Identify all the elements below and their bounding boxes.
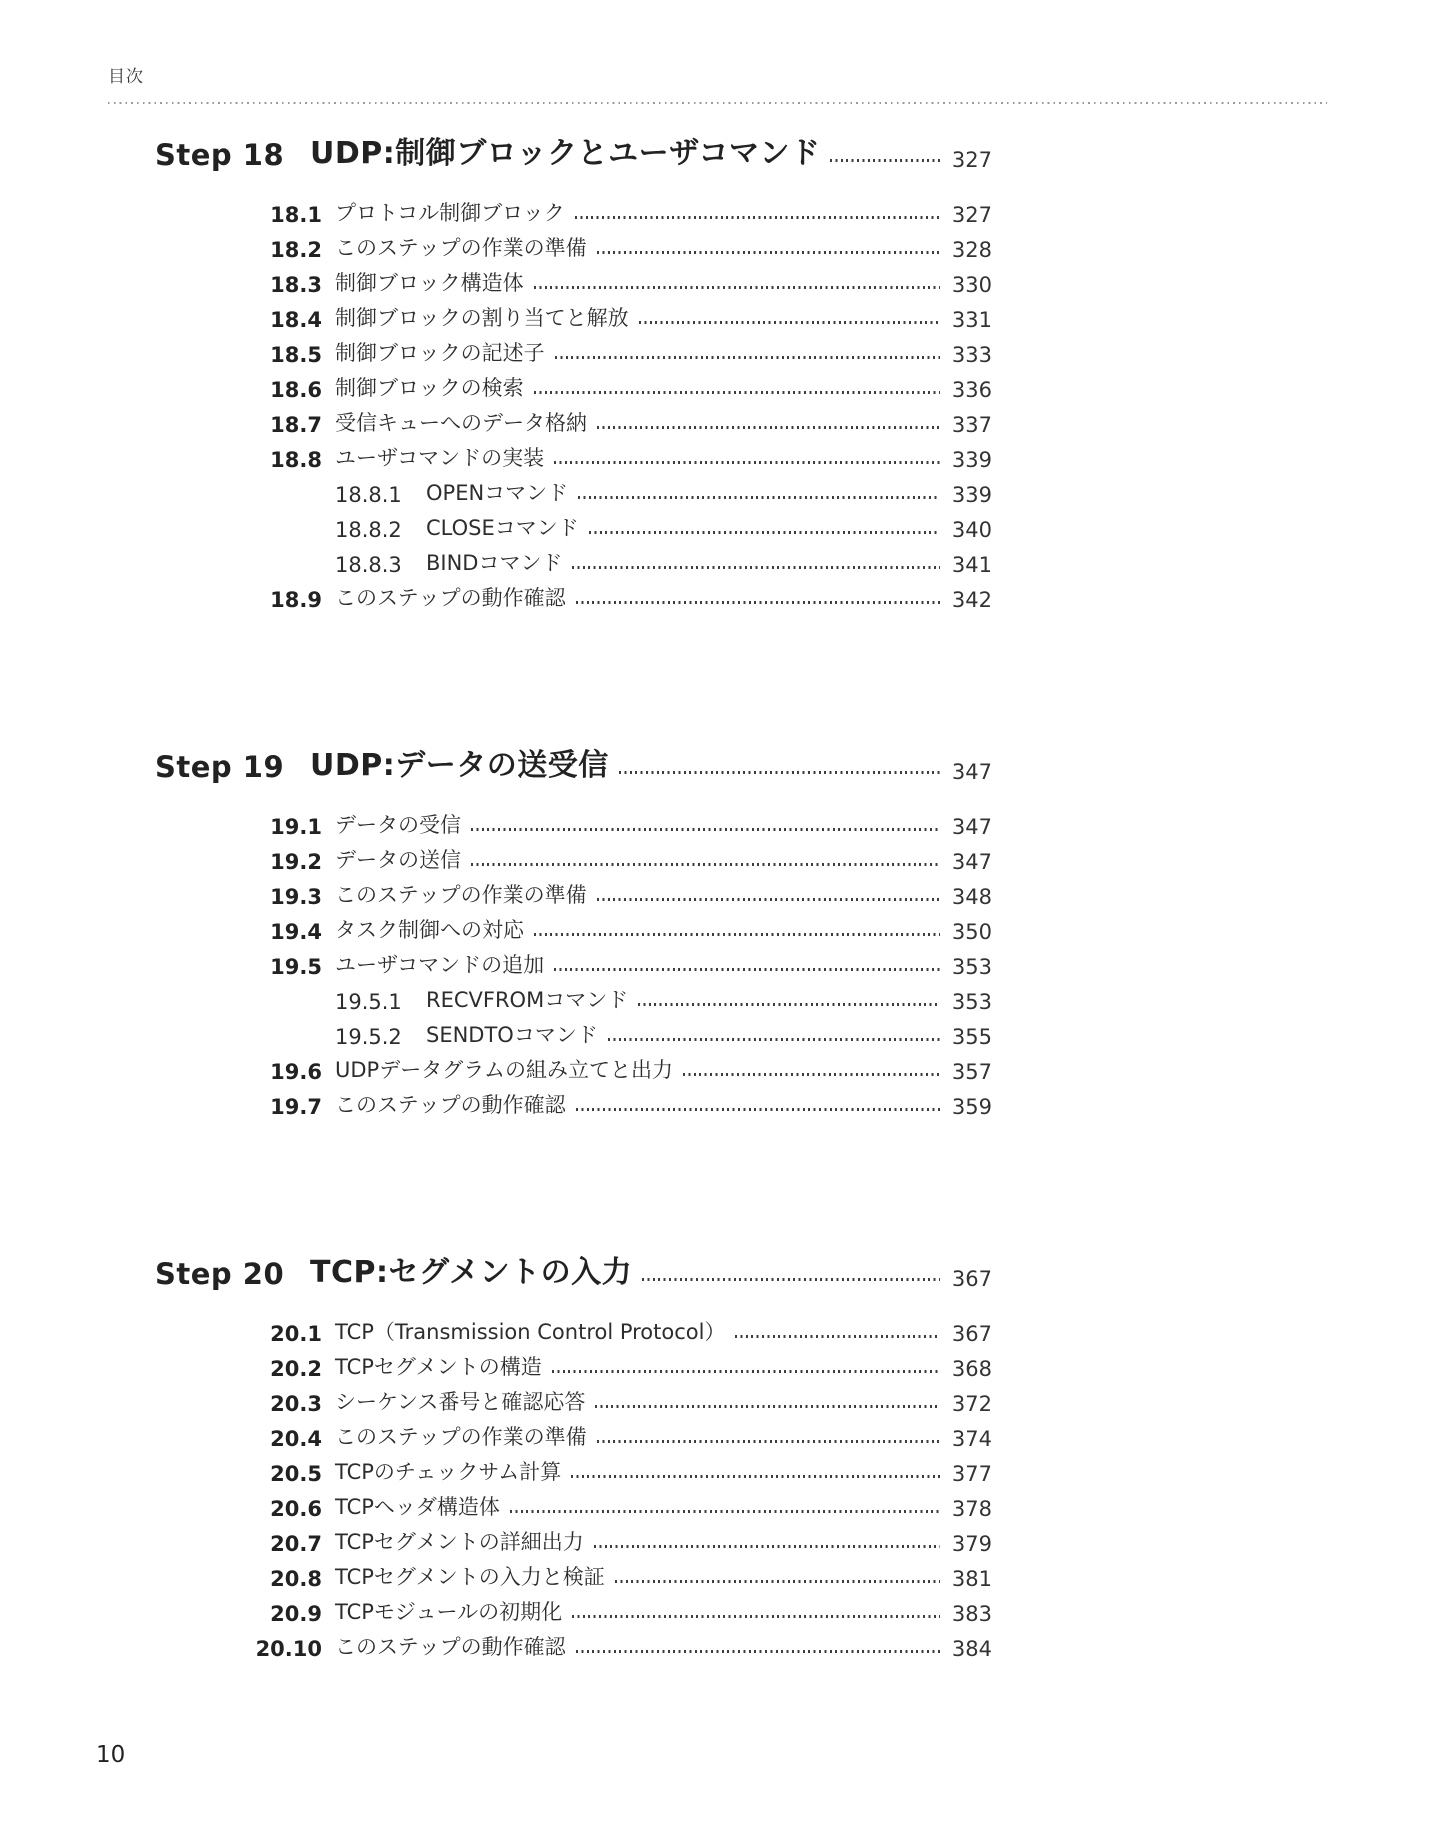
entry-title: データの送信 xyxy=(335,848,461,872)
step-page: 367 xyxy=(951,1267,992,1291)
toc-entry xyxy=(155,909,992,944)
dot-leader xyxy=(735,1335,940,1338)
toc-step-heading xyxy=(155,1241,992,1291)
entry-number: 19.7 xyxy=(270,1095,322,1119)
toc-entry xyxy=(155,979,992,1014)
toc-entry xyxy=(155,577,992,612)
entry-number: 19.1 xyxy=(270,815,322,839)
entry-number: 18.4 xyxy=(270,308,322,332)
dot-leader xyxy=(639,321,940,324)
toc-entry xyxy=(155,1416,992,1451)
dot-leader xyxy=(597,1440,940,1443)
entry-page: 353 xyxy=(951,955,992,979)
entry-number: 19.2 xyxy=(270,850,322,874)
dot-leader xyxy=(554,461,940,464)
entry-page: 357 xyxy=(951,1060,992,1084)
dot-leader xyxy=(576,1108,940,1111)
step-page: 327 xyxy=(951,148,992,172)
entry-title: 制御ブロックの割り当てと解放 xyxy=(335,306,629,330)
entry-number: 19.5.2 xyxy=(335,1025,402,1049)
dot-leader xyxy=(552,1370,940,1373)
entry-number: 20.8 xyxy=(270,1567,322,1591)
entry-title: TCPモジュールの初期化 xyxy=(335,1600,563,1624)
entry-number: 20.7 xyxy=(270,1532,322,1556)
toc-entry xyxy=(155,437,992,472)
header-divider xyxy=(108,102,1327,104)
entry-page: 327 xyxy=(951,203,992,227)
entry-page: 330 xyxy=(951,273,992,297)
entry-page: 331 xyxy=(951,308,992,332)
toc-entry xyxy=(155,1049,992,1084)
entry-number: 20.3 xyxy=(270,1392,322,1416)
entry-page: 353 xyxy=(951,990,992,1014)
toc-entry xyxy=(155,1521,992,1556)
entry-number: 18.8.3 xyxy=(335,553,402,577)
toc-entry xyxy=(155,1014,992,1049)
entry-number: 18.8.2 xyxy=(335,518,402,542)
entry-page: 350 xyxy=(951,920,992,944)
entry-title: BINDコマンド xyxy=(426,551,563,575)
entry-page: 372 xyxy=(951,1392,992,1416)
entry-title: このステップの動作確認 xyxy=(335,586,566,610)
dot-leader xyxy=(597,251,940,254)
dot-leader xyxy=(572,566,940,569)
toc-step-heading xyxy=(155,122,992,172)
toc-list xyxy=(155,122,992,1661)
entry-number: 18.3 xyxy=(270,273,322,297)
entry-title: 制御ブロックの記述子 xyxy=(335,341,545,365)
entry-number: 20.4 xyxy=(270,1427,322,1451)
step-label: Step 20 xyxy=(155,1257,285,1291)
entry-number: 20.2 xyxy=(270,1357,322,1381)
dot-leader xyxy=(597,898,940,901)
entry-number: 18.1 xyxy=(270,203,322,227)
dot-leader xyxy=(608,1038,940,1041)
entry-title: このステップの作業の準備 xyxy=(335,1425,587,1449)
entry-page: 341 xyxy=(951,553,992,577)
entry-title: 制御ブロックの検索 xyxy=(335,376,524,400)
toc-entry xyxy=(155,1591,992,1626)
entry-page: 336 xyxy=(951,378,992,402)
toc-entry xyxy=(155,402,992,437)
entry-title: 制御ブロック構造体 xyxy=(335,271,524,295)
toc-entry xyxy=(155,944,992,979)
dot-leader xyxy=(554,968,940,971)
entry-page: 355 xyxy=(951,1025,992,1049)
toc-entry xyxy=(155,262,992,297)
entry-number: 18.9 xyxy=(270,588,322,612)
entry-title: このステップの作業の準備 xyxy=(335,236,587,260)
dot-leader xyxy=(534,391,940,394)
toc-entry xyxy=(155,1381,992,1416)
entry-page: 339 xyxy=(951,483,992,507)
entry-number: 19.5 xyxy=(270,955,322,979)
dot-leader xyxy=(576,1650,940,1653)
dot-leader xyxy=(638,1003,940,1006)
entry-page: 381 xyxy=(951,1567,992,1591)
entry-page: 359 xyxy=(951,1095,992,1119)
dot-leader xyxy=(571,1475,940,1478)
toc-entry xyxy=(155,874,992,909)
toc-step xyxy=(155,734,992,1119)
dot-leader xyxy=(619,771,940,774)
entry-page: 342 xyxy=(951,588,992,612)
toc-step xyxy=(155,1241,992,1661)
toc-entry xyxy=(155,1556,992,1591)
toc-entry xyxy=(155,839,992,874)
entry-title: このステップの動作確認 xyxy=(335,1093,566,1117)
entry-title: TCPヘッダ構造体 xyxy=(335,1495,500,1519)
entry-title: UDPデータグラムの組み立てと出力 xyxy=(335,1058,673,1082)
toc-entry xyxy=(155,1451,992,1486)
dot-leader xyxy=(510,1510,940,1513)
toc-entry xyxy=(155,804,992,839)
dot-leader xyxy=(534,933,940,936)
entry-page: 367 xyxy=(951,1322,992,1346)
entry-title: TCPセグメントの構造 xyxy=(335,1355,542,1379)
dot-leader xyxy=(594,1545,940,1548)
entry-number: 20.5 xyxy=(270,1462,322,1486)
entry-page: 347 xyxy=(951,815,992,839)
entry-title: TCPセグメントの詳細出力 xyxy=(335,1530,584,1554)
entry-number: 19.6 xyxy=(270,1060,322,1084)
entry-page: 328 xyxy=(951,238,992,262)
entry-number: 18.6 xyxy=(270,378,322,402)
entry-title: SENDTOコマンド xyxy=(426,1023,598,1047)
entry-page: 347 xyxy=(951,850,992,874)
entry-number: 18.8.1 xyxy=(335,483,402,507)
entry-page: 368 xyxy=(951,1357,992,1381)
entry-number: 20.10 xyxy=(255,1637,322,1661)
entry-title: CLOSEコマンド xyxy=(426,516,579,540)
entry-title: プロトコル制御ブロック xyxy=(335,201,565,225)
page-header xyxy=(108,62,1327,104)
dot-leader xyxy=(572,1615,940,1618)
entry-number: 18.7 xyxy=(270,413,322,437)
toc-entry xyxy=(155,1486,992,1521)
entry-title: ユーザコマンドの追加 xyxy=(335,953,545,977)
dot-leader xyxy=(576,601,940,604)
entry-page: 383 xyxy=(951,1602,992,1626)
toc-entry xyxy=(155,472,992,507)
dot-leader xyxy=(615,1580,940,1583)
entry-title: タスク制御への対応 xyxy=(335,918,524,942)
entry-page: 348 xyxy=(951,885,992,909)
dot-leader xyxy=(575,216,940,219)
entry-number: 20.9 xyxy=(270,1602,322,1626)
step-page: 347 xyxy=(951,760,992,784)
entry-title: 受信キューへのデータ格納 xyxy=(335,411,587,435)
dot-leader xyxy=(471,863,940,866)
entry-page: 379 xyxy=(951,1532,992,1556)
toc-step-heading xyxy=(155,734,992,784)
entry-title: データの受信 xyxy=(335,813,461,837)
entry-title: TCP（Transmission Control Protocol） xyxy=(335,1320,726,1344)
entry-page: 384 xyxy=(951,1637,992,1661)
dot-leader xyxy=(471,828,940,831)
entry-page: 340 xyxy=(951,518,992,542)
dot-leader xyxy=(597,426,940,429)
entry-page: 333 xyxy=(951,343,992,367)
entry-number: 19.4 xyxy=(270,920,322,944)
toc-entry xyxy=(155,227,992,262)
toc-step xyxy=(155,122,992,612)
toc-entry xyxy=(155,507,992,542)
toc-entry xyxy=(155,1346,992,1381)
dot-leader xyxy=(578,496,940,499)
entry-page: 374 xyxy=(951,1427,992,1451)
step-label: Step 19 xyxy=(155,750,285,784)
dot-leader xyxy=(555,356,940,359)
page-number: 10 xyxy=(96,1742,126,1768)
entry-title: ユーザコマンドの実装 xyxy=(335,446,545,470)
entry-page: 377 xyxy=(951,1462,992,1486)
dot-leader xyxy=(683,1073,940,1076)
dot-leader xyxy=(589,531,940,534)
entry-title: OPENコマンド xyxy=(426,481,569,505)
toc-entry xyxy=(155,1311,992,1346)
step-title: TCP:セグメントの入力 xyxy=(310,1255,633,1290)
dot-leader xyxy=(595,1405,940,1408)
dot-leader xyxy=(642,1278,940,1281)
entry-title: このステップの動作確認 xyxy=(335,1635,566,1659)
toc-entry xyxy=(155,542,992,577)
entry-page: 339 xyxy=(951,448,992,472)
entry-number: 19.3 xyxy=(270,885,322,909)
entry-number: 18.5 xyxy=(270,343,322,367)
entry-title: TCPセグメントの入力と検証 xyxy=(335,1565,605,1589)
step-label: Step 18 xyxy=(155,138,285,172)
entry-number: 18.2 xyxy=(270,238,322,262)
entry-number: 20.6 xyxy=(270,1497,322,1521)
entry-number: 20.1 xyxy=(270,1322,322,1346)
dot-leader xyxy=(534,286,940,289)
toc-entry xyxy=(155,1084,992,1119)
entry-number: 19.5.1 xyxy=(335,990,402,1014)
toc-entry xyxy=(155,1626,992,1661)
toc-entry xyxy=(155,192,992,227)
toc-entry xyxy=(155,332,992,367)
entry-title: このステップの作業の準備 xyxy=(335,883,587,907)
entry-number: 18.8 xyxy=(270,448,322,472)
dot-leader xyxy=(830,159,940,162)
step-title: UDP:データの送受信 xyxy=(310,748,609,783)
toc-entry xyxy=(155,367,992,402)
step-title: UDP:制御ブロックとユーザコマンド xyxy=(310,136,821,171)
entry-page: 378 xyxy=(951,1497,992,1521)
entry-page: 337 xyxy=(951,413,992,437)
toc-entry xyxy=(155,297,992,332)
page-header-label: 目次 xyxy=(108,67,144,87)
entry-title: シーケンス番号と確認応答 xyxy=(335,1390,586,1414)
entry-title: RECVFROMコマンド xyxy=(426,988,629,1012)
entry-title: TCPのチェックサム計算 xyxy=(335,1460,562,1484)
